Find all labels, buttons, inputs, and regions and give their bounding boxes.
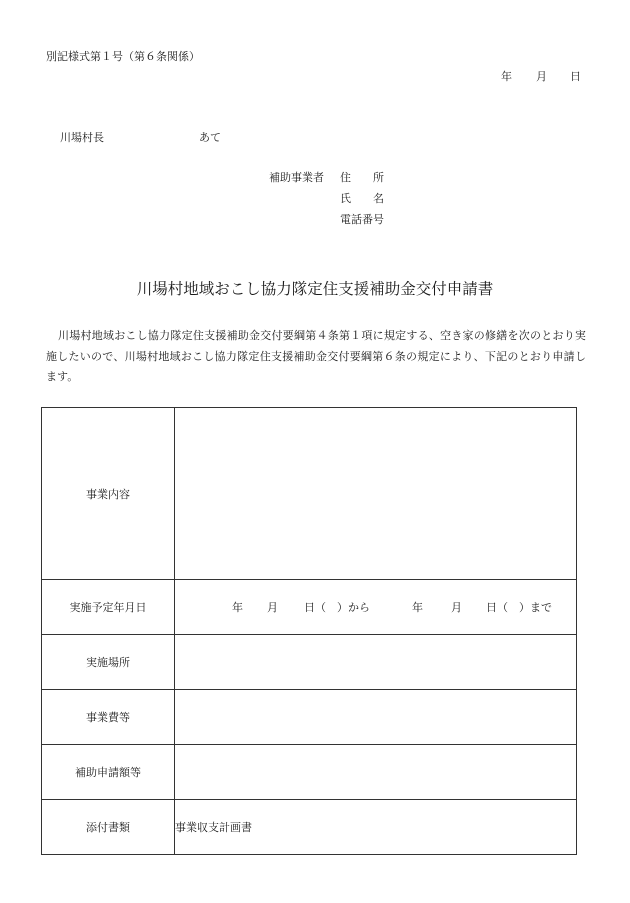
document-title: 川場村地域おこし協力隊定住支援補助金交付申請書: [136, 280, 494, 298]
from-year: 年: [232, 601, 243, 614]
to-month: 月: [451, 601, 462, 614]
from-month: 月: [267, 601, 278, 614]
header-date-year: 年: [501, 70, 512, 83]
subsidy-amount-field[interactable]: [175, 745, 577, 800]
attachments-label: 添付書類: [42, 800, 175, 855]
table-row-subsidy-amount: [42, 745, 577, 800]
to-year: 年: [412, 601, 423, 614]
header-date-month: 月: [536, 70, 547, 83]
header-date-day: 日: [570, 70, 581, 83]
project-cost-field[interactable]: [175, 690, 577, 745]
project-content-label: 事業内容: [42, 408, 175, 580]
schedule-date-label: 実施予定年月日: [42, 580, 175, 635]
applicant-name-label: 氏 名: [340, 192, 384, 205]
applicant-phone-label: 電話番号: [340, 213, 384, 226]
table-row-attachments: [42, 800, 577, 855]
subsidy-amount-label: 補助申請額等: [42, 745, 175, 800]
body-text: 川場村地域おこし協力隊定住支援補助金交付要綱第４条第１項に規定する、空き家の修繕を次のとおり実施したいので、川場村地域おこし協力隊定住支援補助金交付要綱第６条の規定により、下記のとおり申請します。: [46, 329, 586, 383]
table-row-location: [42, 635, 577, 690]
table-row-project-cost: [42, 690, 577, 745]
location-field[interactable]: [175, 635, 577, 690]
attachments-value: 事業収支計画書: [175, 800, 577, 855]
project-content-field[interactable]: [175, 408, 577, 580]
table-row-project-content: [42, 408, 577, 580]
project-cost-label: 事業費等: [42, 690, 175, 745]
location-label: 実施場所: [42, 635, 175, 690]
schedule-date-field[interactable]: [175, 580, 577, 635]
addressee-name: 川場村長: [60, 131, 104, 144]
applicant-label: 補助事業者: [269, 171, 324, 184]
from-day: 日（ ）から: [304, 601, 370, 614]
application-table: [41, 407, 577, 855]
form-number: 別記様式第１号（第６条関係）: [46, 50, 200, 63]
to-day: 日（ ）まで: [486, 601, 552, 614]
applicant-address-label: 住 所: [340, 171, 384, 184]
table-row-schedule-date: [42, 580, 577, 635]
addressee-suffix: あて: [199, 131, 221, 144]
